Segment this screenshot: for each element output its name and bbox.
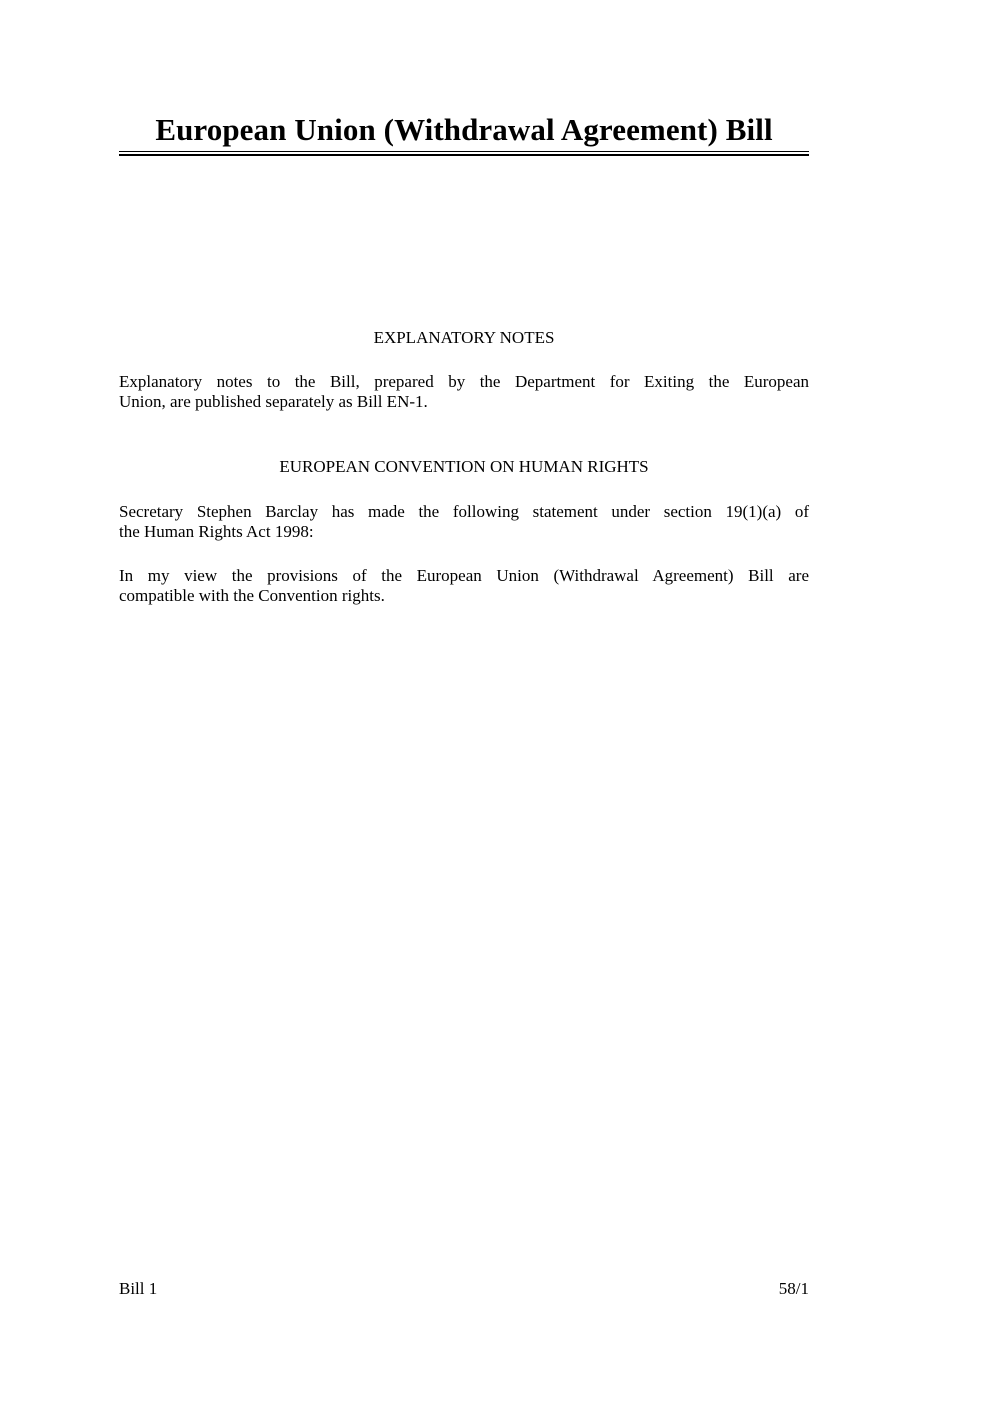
- footer-bill-number: Bill 1: [119, 1279, 158, 1298]
- paragraph-compatibility-statement: [119, 566, 809, 606]
- paragraph-line: the Human Rights Act 1998:: [119, 522, 314, 541]
- paragraph-ministerial-statement: [119, 502, 809, 542]
- title-rule-thick: [119, 154, 809, 156]
- page-title: European Union (Withdrawal Agreement) Bill: [155, 112, 773, 147]
- paragraph-line: Explanatory notes to the Bill, prepared by the Department for Exiting the European: [119, 372, 809, 391]
- paragraph-line: compatible with the Convention rights.: [119, 586, 385, 605]
- footer-print-reference: 58/1: [778, 1279, 809, 1298]
- paragraph-line: Union, are published separately as Bill EN-1.: [119, 392, 428, 411]
- section-heading-echr: EUROPEAN CONVENTION ON HUMAN RIGHTS: [279, 457, 649, 476]
- paragraph-line: In my view the provisions of the European Union (Withdrawal Agreement) Bill are: [119, 566, 809, 585]
- paragraph-line: Secretary Stephen Barclay has made the following statement under section 19(1)(a) of: [119, 502, 809, 521]
- title-rule-thin: [119, 151, 809, 152]
- paragraph-explanatory-notes: [119, 372, 809, 412]
- section-heading-explanatory-notes: EXPLANATORY NOTES: [373, 328, 555, 347]
